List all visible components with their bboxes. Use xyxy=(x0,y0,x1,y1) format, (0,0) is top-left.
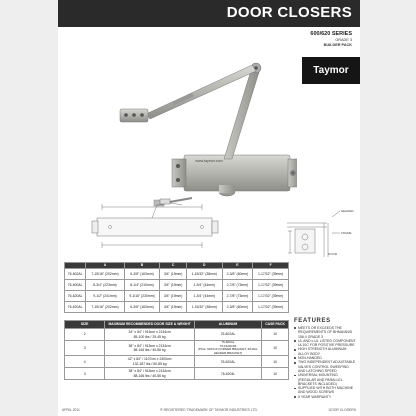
table-cell: 9-1/2" (241mm) xyxy=(86,291,124,302)
table-cell: 34" x 84" / 915cm x 2134cm 85-100 lbs / 29-45 kg xyxy=(105,329,195,341)
footer-trademark: ® REGISTERED TRADEMARK OF TAYMOR INDUSTRIES LTD. xyxy=(160,408,258,412)
dim-col-b: B xyxy=(124,263,160,269)
table-cell: 38" x 84" / 915cm x 2134cm 88-166 lbs / 40-56 kg xyxy=(105,368,195,380)
table-row xyxy=(65,329,289,341)
table-row xyxy=(65,269,289,280)
list-item: HIGH STRENGTH ALUMINUM ALLOY BODY xyxy=(294,347,356,356)
size-col-aluminum: ALUMINUM xyxy=(194,321,261,329)
table-cell: 6-3/8" (163mm) xyxy=(124,269,160,280)
size-table xyxy=(64,320,289,380)
dim-col-c: C xyxy=(160,263,187,269)
features-panel xyxy=(294,318,356,399)
size-col-door: MAXIMUM RECOMMENDED DOOR SIZE & WEIGHT xyxy=(105,321,195,329)
table-cell: 9-1/16" (230mm) xyxy=(124,291,160,302)
table-cell: 76-6204L xyxy=(194,368,261,380)
table-cell: 6-3/8" (163mm) xyxy=(124,302,160,313)
page-title: DOOR CLOSERS xyxy=(226,4,352,21)
table-cell: 76-620AL xyxy=(194,356,261,368)
table-cell: 42" x 84" / 1107cm x 2400cm 132-187 lbs / 60-85 kg xyxy=(105,356,195,368)
list-item: 5 YEAR WARRANTY xyxy=(294,395,356,399)
footer-section: DOOR CLOSERS xyxy=(328,408,356,412)
table-cell: 3 xyxy=(65,341,105,356)
series-name: 600/620 SERIES xyxy=(310,31,352,37)
label-door: DOOR xyxy=(328,252,337,256)
header-bar xyxy=(58,0,360,27)
table-cell: 76-620AL xyxy=(65,291,86,302)
table-cell: 76-602AL xyxy=(65,269,86,280)
table-cell: 2-3/8" (60mm) xyxy=(222,302,253,313)
brand-logo: Taymor xyxy=(302,57,360,84)
table-cell: 10 xyxy=(262,368,289,380)
list-item: SUPPLIED WITH BOTH MACHINE AND WOOD SCREWS xyxy=(294,386,356,395)
dim-col-a: A xyxy=(86,263,124,269)
table-cell: 2-3/8" (60mm) xyxy=(222,269,253,280)
dimension-table xyxy=(64,262,289,313)
table-row xyxy=(65,368,289,380)
table-cell: 76-600AL xyxy=(65,280,86,291)
list-item: MEETS OR EXCEEDS THE REQUIREMENTS OF BHMA/ANSI 156.4 GRADE 3 xyxy=(294,326,356,339)
series-pack: BUILDER PACK xyxy=(323,43,352,47)
spec-sheet-page xyxy=(58,0,360,416)
table-cell: 1-17/32" (39mm) xyxy=(253,291,289,302)
footer-date: APRIL 2011 xyxy=(62,408,80,412)
table-row xyxy=(65,341,289,356)
table-cell: 1-3/4" (44mm) xyxy=(186,291,222,302)
table-cell: 4 xyxy=(65,356,105,368)
table-cell: 76-620AL xyxy=(65,302,86,313)
table-cell: 38" x 84" / 915cm x 2134cm 88-164 lbs / 40-56 kg xyxy=(105,341,195,356)
features-title: FEATURES xyxy=(294,318,331,324)
table-cell: 2 xyxy=(65,329,105,341)
dim-col-e: E xyxy=(222,263,253,269)
list-item: NON-HANDED xyxy=(294,356,356,360)
size-col-case-pack: CASE PACK xyxy=(262,321,289,329)
table-cell: 7-15/16" (202mm) xyxy=(86,269,124,280)
table-cell: 1-17/32" (39mm) xyxy=(253,280,289,291)
table-row xyxy=(65,280,289,291)
label-header: HEADER xyxy=(341,209,354,213)
table-cell: 1-17/32" (39mm) xyxy=(253,302,289,313)
table-cell: 8-3/4" (223mm) xyxy=(86,280,124,291)
table-cell: 76-602AL xyxy=(194,329,261,341)
table-cell: 3/4" (19mm) xyxy=(160,269,187,280)
table-cell: 8-1/4" (210mm) xyxy=(124,280,160,291)
table-cell: 1-17/32" (39mm) xyxy=(253,269,289,280)
table-row xyxy=(65,291,289,302)
table-cell: 2-7/8" (73mm) xyxy=(222,280,253,291)
table-cell: 1-15/32" (38mm) xyxy=(186,302,222,313)
table-row xyxy=(65,302,289,313)
table-cell: 3/4" (19mm) xyxy=(160,280,187,291)
series-grade: GRADE 3 xyxy=(335,38,352,42)
table-cell: 10 xyxy=(262,341,289,356)
technical-drawings xyxy=(62,193,356,258)
table-cell: 10 xyxy=(262,329,289,341)
list-item: TWO INDEPENDENT ADJUSTABLE VALVES CONTROL SWEEPING AND LATCHING SPEED xyxy=(294,360,356,373)
website-url: www.taymor.com xyxy=(195,159,223,163)
table-cell: 3/4" (19mm) xyxy=(160,291,187,302)
table-cell: 3 xyxy=(65,368,105,380)
size-col-size: SIZE xyxy=(65,321,105,329)
table-cell: 7-15/16" (202mm) xyxy=(86,302,124,313)
features-list xyxy=(294,326,356,399)
label-frame: FRAME xyxy=(341,231,352,235)
dim-col-f: F xyxy=(253,263,289,269)
table-cell: 1-3/4" (44mm) xyxy=(186,280,222,291)
table-cell: 3/4" (19mm) xyxy=(160,302,187,313)
list-item: UNIVERSAL MOUNTING (REGULAR AND PARALLEL BRACKETS INCLUDED) xyxy=(294,373,356,386)
list-item: UL AND c-UL LISTED COMPONENT UL10C FOR POSITIVE PRESSURE xyxy=(294,339,356,348)
table-cell: 1-15/32" (38mm) xyxy=(186,269,222,280)
table-cell: 10 xyxy=(262,356,289,368)
table-row xyxy=(65,356,289,368)
table-cell: 76-600AL 76-1620CZ6 (PKG: 610X13 CORNER BRACKET, 6X10LL HEADER BRACKET) xyxy=(194,341,261,356)
table-cell: 2-7/8" (73mm) xyxy=(222,291,253,302)
dim-col-d: D xyxy=(186,263,222,269)
size-header-row xyxy=(65,321,289,329)
